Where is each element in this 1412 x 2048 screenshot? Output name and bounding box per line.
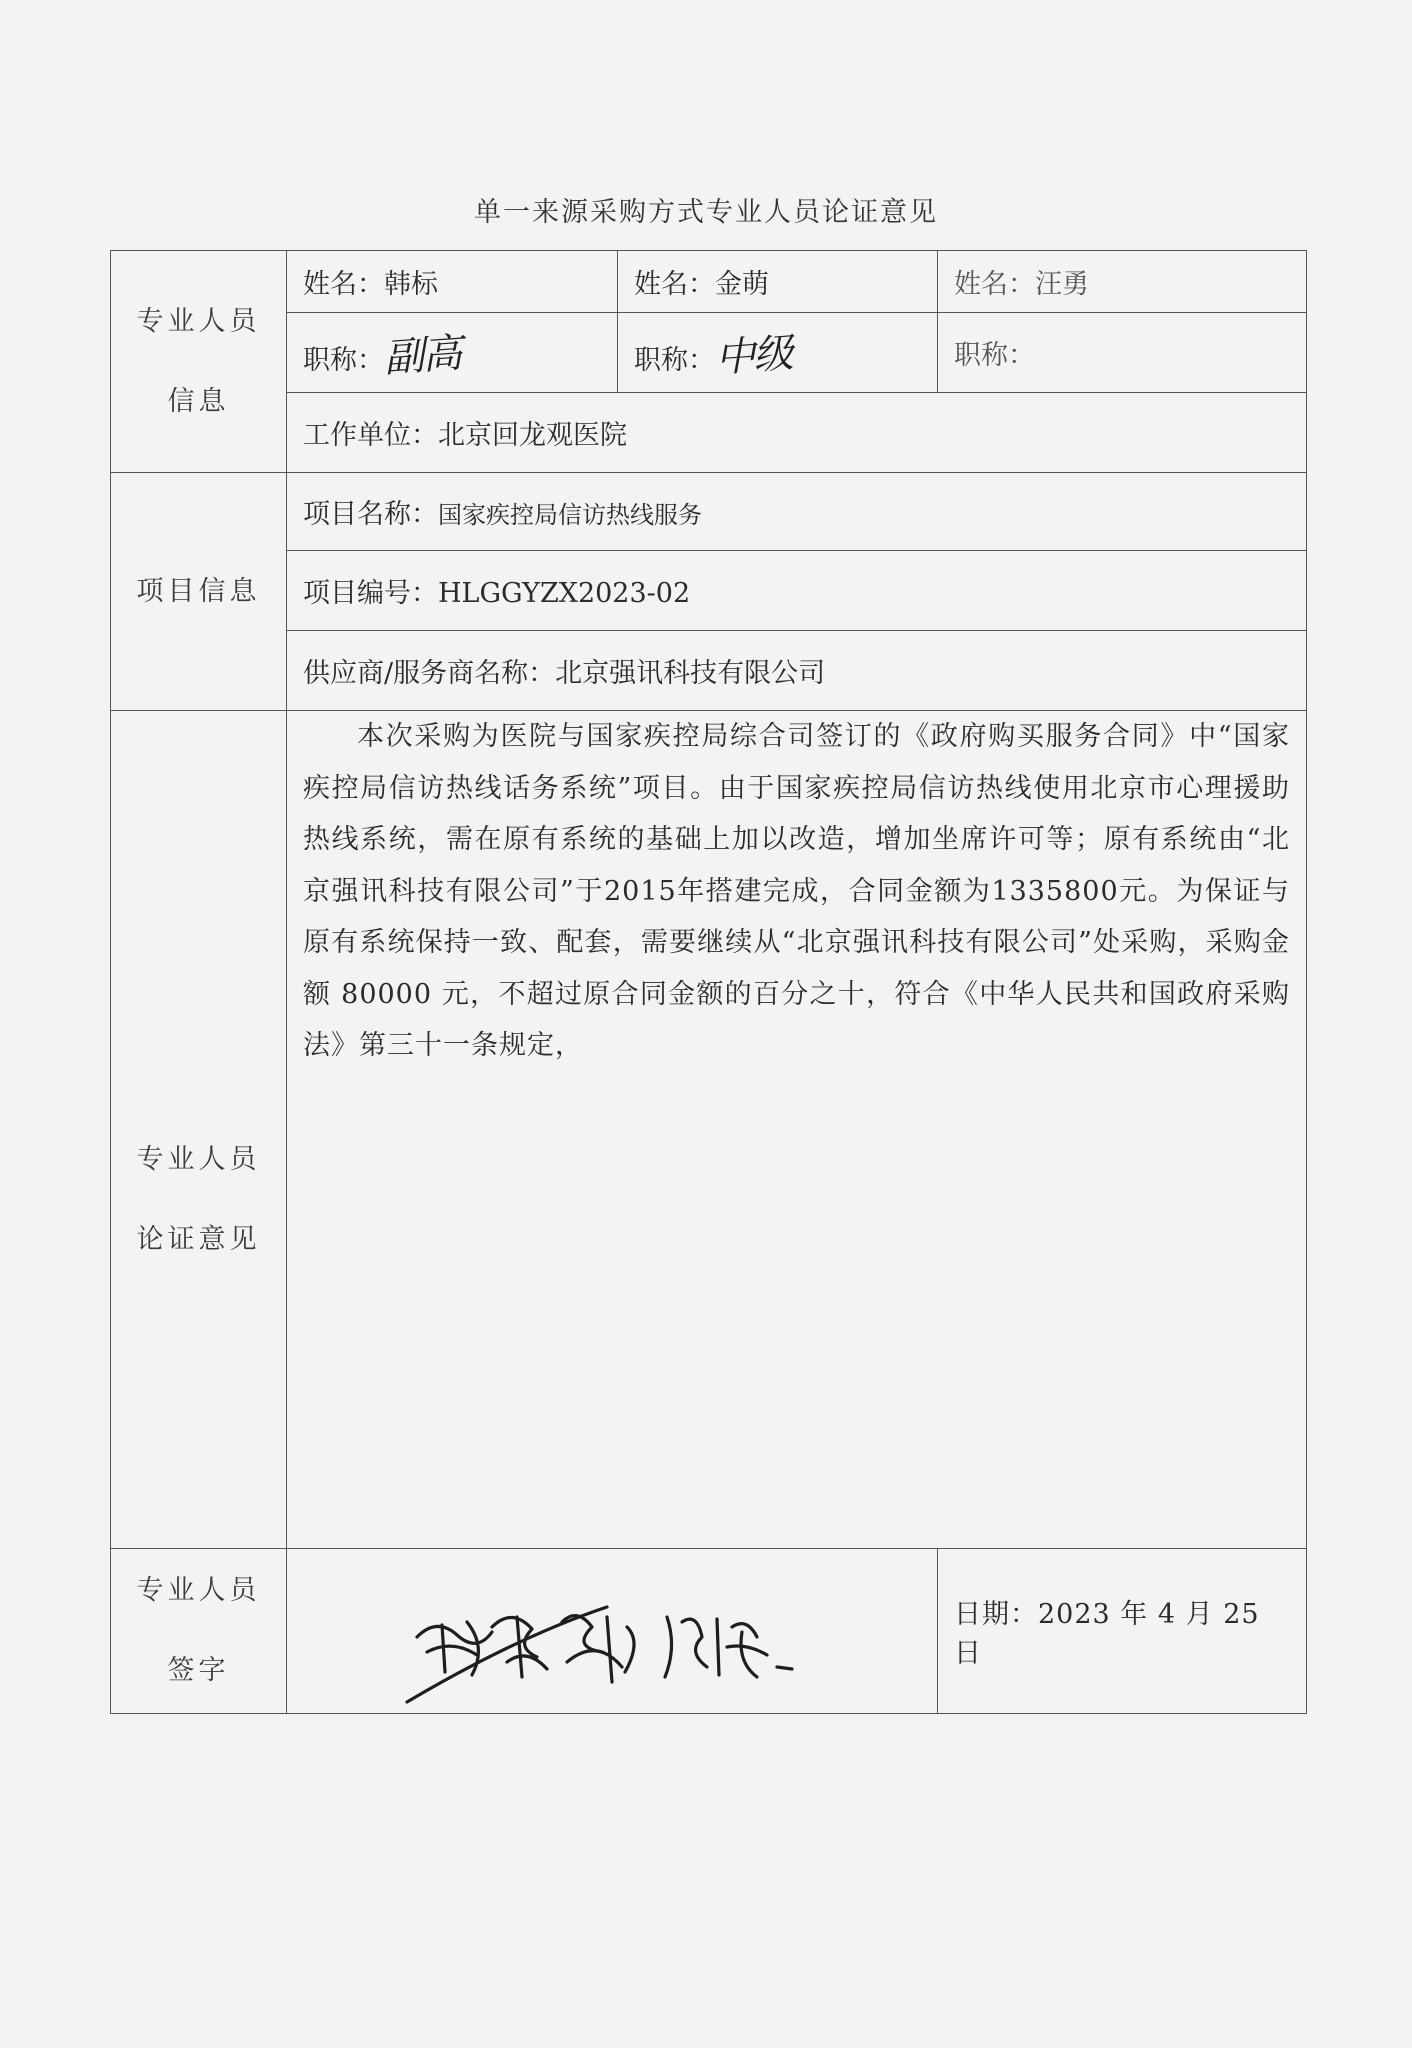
employer-row [111,393,1307,473]
project-info-label: 项目信息 [111,473,287,711]
staff-name-3: 姓名：汪勇 [938,251,1307,313]
project-code-row [111,551,1307,631]
project-code-field: 项目编号：HLGGYZX2023-02 [287,551,1307,631]
staff-name-1: 姓名：韩标 [287,251,618,313]
supplier-row [111,631,1307,711]
opinion-text: 本次采购为医院与国家疾控局综合司签订的《政府购买服务合同》中“国家疾控局信访热线话务系统”项目。由于国家疾控局信访热线使用北京市心理援助热线系统，需在原有系统的基础上加以改造，增加坐席许可等；原有系统由“北京强讯科技有限公司”于2015年搭建完成，合同金额为1335800元。为保证与原有系统保持一致、配套，需要继续从“北京强讯科技有限公司”处采购，采购金额 80000 元，不超过原合同金额的百分之十，符合《中华人民共和国政府采购法》第三十一条规定， [287,711,1307,1549]
employer-field: 工作单位：北京回龙观医院 [287,393,1307,473]
staff-name-row [111,251,1307,313]
document-title: 单一来源采购方式专业人员论证意见 [474,197,938,228]
signature-date: 日期：2023 年 4 月 25 日 [938,1549,1307,1714]
signature-area [287,1549,938,1714]
staff-title-1: 职称：副高 [287,313,618,393]
staff-title-3: 职称： [938,313,1307,393]
staff-name-2: 姓名：金萌 [618,251,938,313]
supplier-field: 供应商/服务商名称：北京强讯科技有限公司 [287,631,1307,711]
project-name-field: 项目名称：国家疾控局信访热线服务 [287,473,1307,551]
signature-names [287,1549,288,1550]
signature-row [111,1549,1307,1714]
staff-title-row [111,313,1307,393]
opinion-label: 专业人员 论证意见 [111,711,287,1549]
staff-info-label: 专业人员 信息 [111,251,287,473]
opinion-row [111,711,1307,1549]
staff-title-2: 职称：中级 [618,313,938,393]
handwritten-signature [397,1577,837,1707]
project-name-row [111,473,1307,551]
form-table [110,250,1307,1714]
signature-label: 专业人员 签字 [111,1549,287,1714]
